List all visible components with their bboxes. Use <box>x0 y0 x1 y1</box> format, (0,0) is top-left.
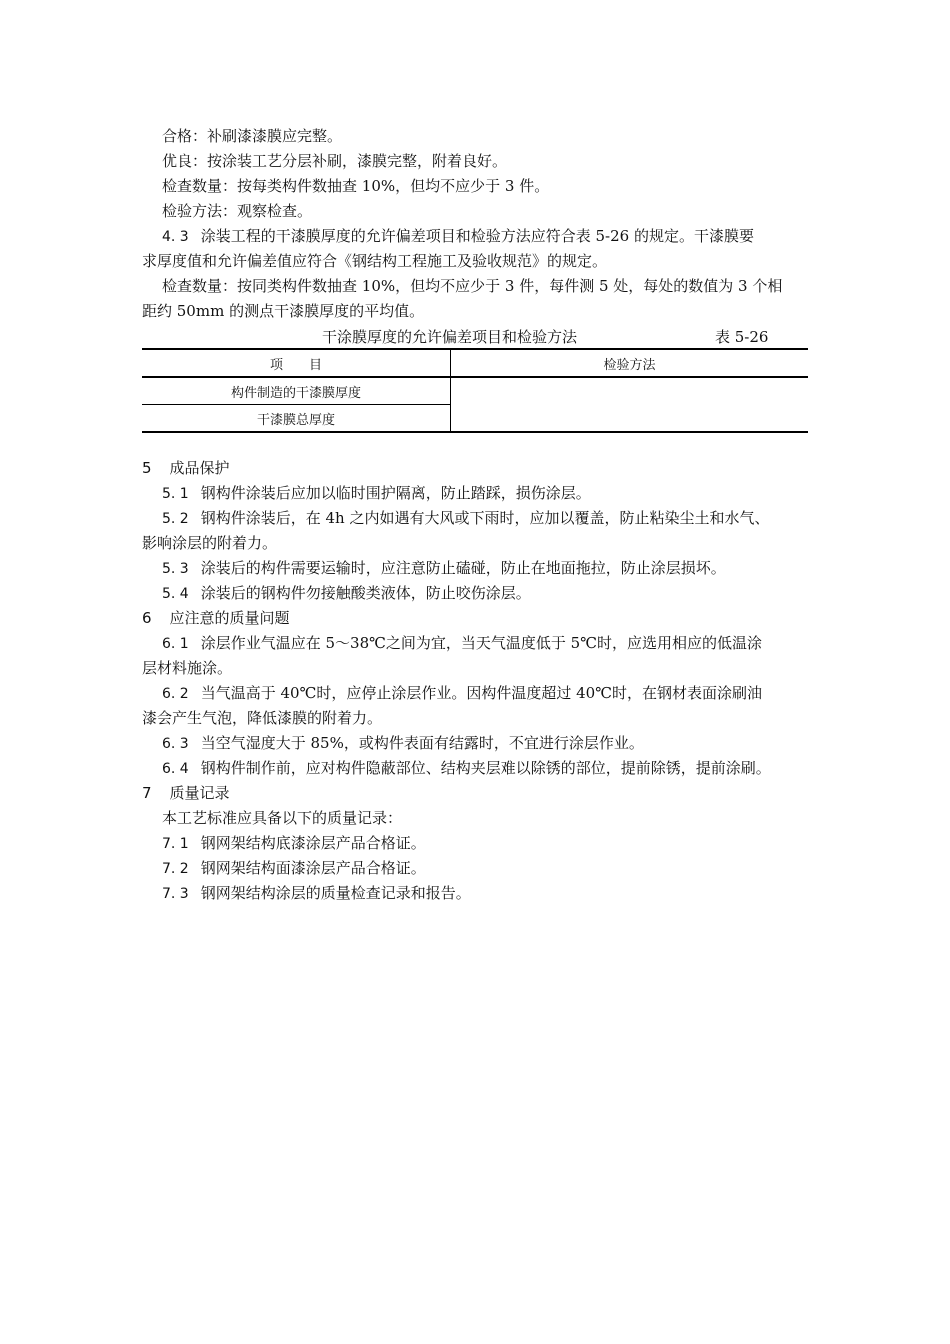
clause-text: 钢网架结构面漆涂层产品合格证。 <box>200 859 426 877</box>
section-5-heading <box>142 456 810 480</box>
clause-7-3 <box>162 881 830 906</box>
section-title: 应注意的质量问题 <box>169 609 290 627</box>
section-number: 5 <box>142 459 152 477</box>
clause-number: 5. 4 <box>162 586 189 602</box>
clause-5-2 <box>162 506 830 531</box>
table-row <box>142 377 808 405</box>
clause-6-1 <box>162 631 830 656</box>
clause-number: 6. 1 <box>162 636 189 652</box>
clause-5-4 <box>162 581 830 606</box>
clause-text: 当空气湿度大于 85%，或构件表面有结露时，不宜进行涂层作业。 <box>200 734 644 752</box>
row-item-manufacture-thickness: 构件制造的干漆膜厚度 <box>142 377 451 405</box>
paragraph-qualified: 合格：补刷漆漆膜应完整。 <box>162 127 343 145</box>
clause-6-2-continued: 漆会产生气泡，降低漆膜的附着力。 <box>142 709 383 727</box>
clause-text: 涂层作业气温应在 5～38℃之间为宜，当天气温度低于 5℃时，应选用相应的低温涂 <box>200 634 762 652</box>
tolerance-table <box>142 348 808 433</box>
clause-6-1-continued: 层材料施涂。 <box>142 659 233 677</box>
clause-number: 7. 1 <box>162 836 189 852</box>
clause-text: 钢网架结构底漆涂层产品合格证。 <box>200 834 426 852</box>
clause-text: 钢构件涂装后，在 4h 之内如遇有大风或下雨时，应加以覆盖，防止粘染尘土和水气、 <box>200 509 770 527</box>
clause-number: 4. 3 <box>162 229 189 245</box>
table-number: 表 5-26 <box>715 328 769 346</box>
section-title: 质量记录 <box>169 784 230 802</box>
section-title: 成品保护 <box>169 459 230 477</box>
paragraph-inspection-method: 检验方法：观察检查。 <box>162 202 313 220</box>
clause-6-4 <box>162 756 830 781</box>
clause-text: 钢构件制作前，应对构件隐蔽部位、结构夹层难以除锈的部位，提前除锈，提前涂刷。 <box>200 759 771 777</box>
clause-7-2 <box>162 856 830 881</box>
clause-4-3 <box>162 224 830 249</box>
clause-text: 钢构件涂装后应加以临时围护隔离，防止踏踩，损伤涂层。 <box>200 484 591 502</box>
clause-number: 6. 4 <box>162 761 189 777</box>
clause-6-3 <box>162 731 830 756</box>
clause-7-1 <box>162 831 830 856</box>
paragraph-inspection-quantity: 检查数量：按每类构件数抽查 10%，但均不应少于 3 件。 <box>162 177 550 195</box>
clause-text: 涂装工程的干漆膜厚度的允许偏差项目和检验方法应符合表 5-26 的规定。干漆膜要 <box>200 227 754 245</box>
clause-number: 6. 3 <box>162 736 189 752</box>
section-7-heading <box>142 781 810 805</box>
clause-5-3 <box>162 556 830 581</box>
clause-4-3-continued: 求厚度值和允许偏差值应符合《钢结构工程施工及验收规范》的规定。 <box>142 252 608 270</box>
table-caption <box>142 326 808 348</box>
clause-number: 5. 3 <box>162 561 189 577</box>
section-number: 6 <box>142 609 152 627</box>
clause-number: 5. 1 <box>162 486 189 502</box>
row-item-total-thickness: 干漆膜总厚度 <box>142 405 451 433</box>
clause-5-2-continued: 影响涂层的附着力。 <box>142 534 278 552</box>
section-7-intro: 本工艺标准应具备以下的质量记录： <box>162 809 403 827</box>
table-header-row <box>142 349 808 377</box>
paragraph-check-quantity: 检查数量：按同类构件数抽查 10%，但均不应少于 3 件，每件测 5 处，每处的数值为 3 个相 <box>162 277 783 295</box>
clause-6-2 <box>162 681 830 706</box>
clause-number: 7. 2 <box>162 861 189 877</box>
header-method: 检验方法 <box>451 349 809 377</box>
clause-text: 当气温高于 40℃时，应停止涂层作业。因构件温度超过 40℃时，在钢材表面涂刷油 <box>200 684 762 702</box>
clause-number: 7. 3 <box>162 886 189 902</box>
paragraph-excellent: 优良：按涂装工艺分层补刷，漆膜完整，附着良好。 <box>162 152 508 170</box>
table-title: 干涂膜厚度的允许偏差项目和检验方法 <box>322 328 578 346</box>
method-cell <box>451 377 809 432</box>
clause-number: 6. 2 <box>162 686 189 702</box>
clause-number: 5. 2 <box>162 511 189 527</box>
clause-text: 钢网架结构涂层的质量检查记录和报告。 <box>200 884 471 902</box>
clause-text: 涂装后的钢构件勿接触酸类液体，防止咬伤涂层。 <box>200 584 531 602</box>
paragraph-check-quantity-continued: 距约 50mm 的测点干漆膜厚度的平均值。 <box>142 302 425 320</box>
header-item: 项 目 <box>142 349 451 377</box>
clause-5-1 <box>162 481 830 506</box>
section-6-heading <box>142 606 810 630</box>
clause-text: 涂装后的构件需要运输时，应注意防止磕碰，防止在地面拖拉，防止涂层损坏。 <box>200 559 726 577</box>
section-number: 7 <box>142 784 152 802</box>
